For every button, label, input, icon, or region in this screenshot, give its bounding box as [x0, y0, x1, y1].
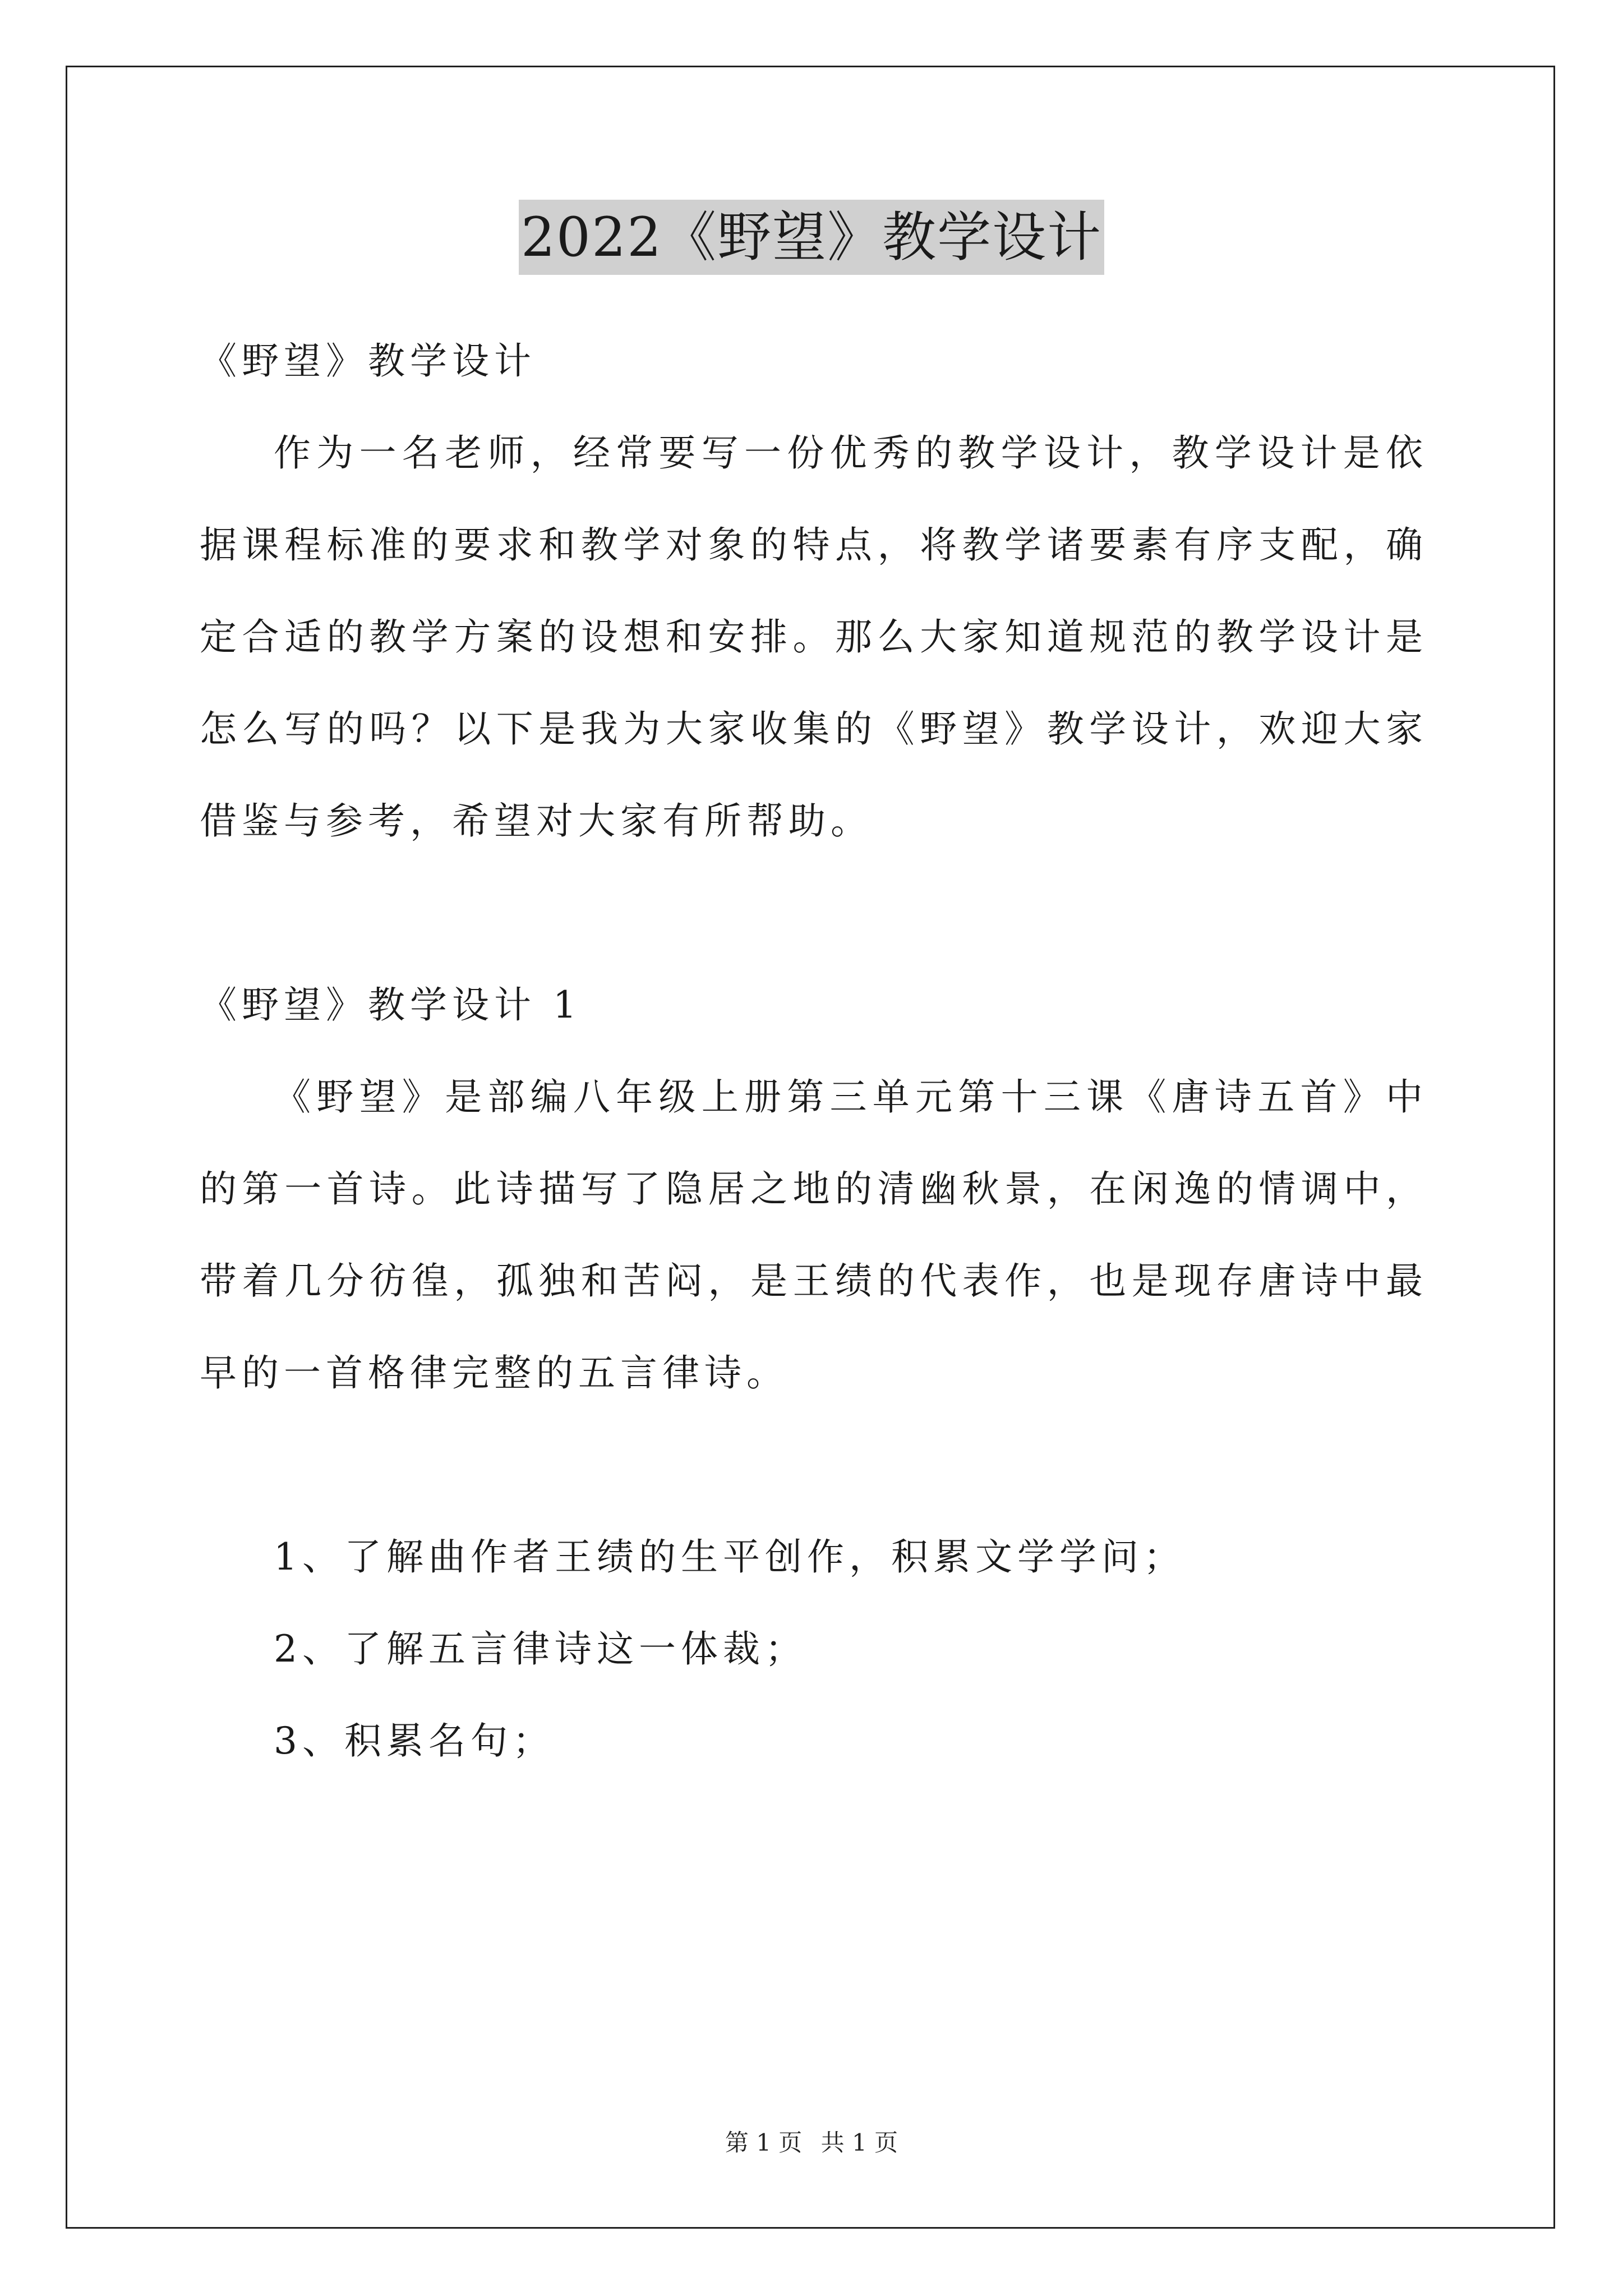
goal-item: 1、了解曲作者王绩的生平创作，积累文学学问；	[274, 1535, 1186, 1579]
page-footer	[0, 2126, 1623, 2160]
spacer	[200, 867, 1428, 959]
document-title: 2022《野望》教学设计	[519, 200, 1104, 275]
subtitle: 《野望》教学设计	[200, 339, 536, 383]
page-number: 第 1 页	[725, 2129, 803, 2156]
title-container	[0, 200, 1623, 275]
section-heading: 《野望》教学设计 1	[200, 983, 582, 1027]
section-paragraph: 《野望》是部编八年级上册第三单元第十三课《唐诗五首》中的第一首诗。此诗描写了隐居之地的清幽秋景，在闲逸的情调中，带着几分彷徨，孤独和苦闷，是王绩的代表作，也是现存唐诗中最早的一首格律完整的五言律诗。	[200, 1075, 1428, 1395]
document-body	[200, 315, 1428, 1787]
page-total: 共 1 页	[820, 2129, 898, 2156]
goal-item: 2、了解五言律诗这一体裁；	[274, 1627, 807, 1671]
intro-paragraph: 作为一名老师，经常要写一份优秀的教学设计，教学设计是依据课程标准的要求和教学对象的特点，将教学诸要素有序支配，确定合适的教学方案的设想和安排。那么大家知道规范的教学设计是怎么写的吗？以下是我为大家收集的《野望》教学设计，欢迎大家借鉴与参考，希望对大家有所帮助。	[200, 431, 1428, 843]
spacer	[200, 1419, 1428, 1511]
goal-item: 3、积累名句；	[274, 1719, 555, 1763]
